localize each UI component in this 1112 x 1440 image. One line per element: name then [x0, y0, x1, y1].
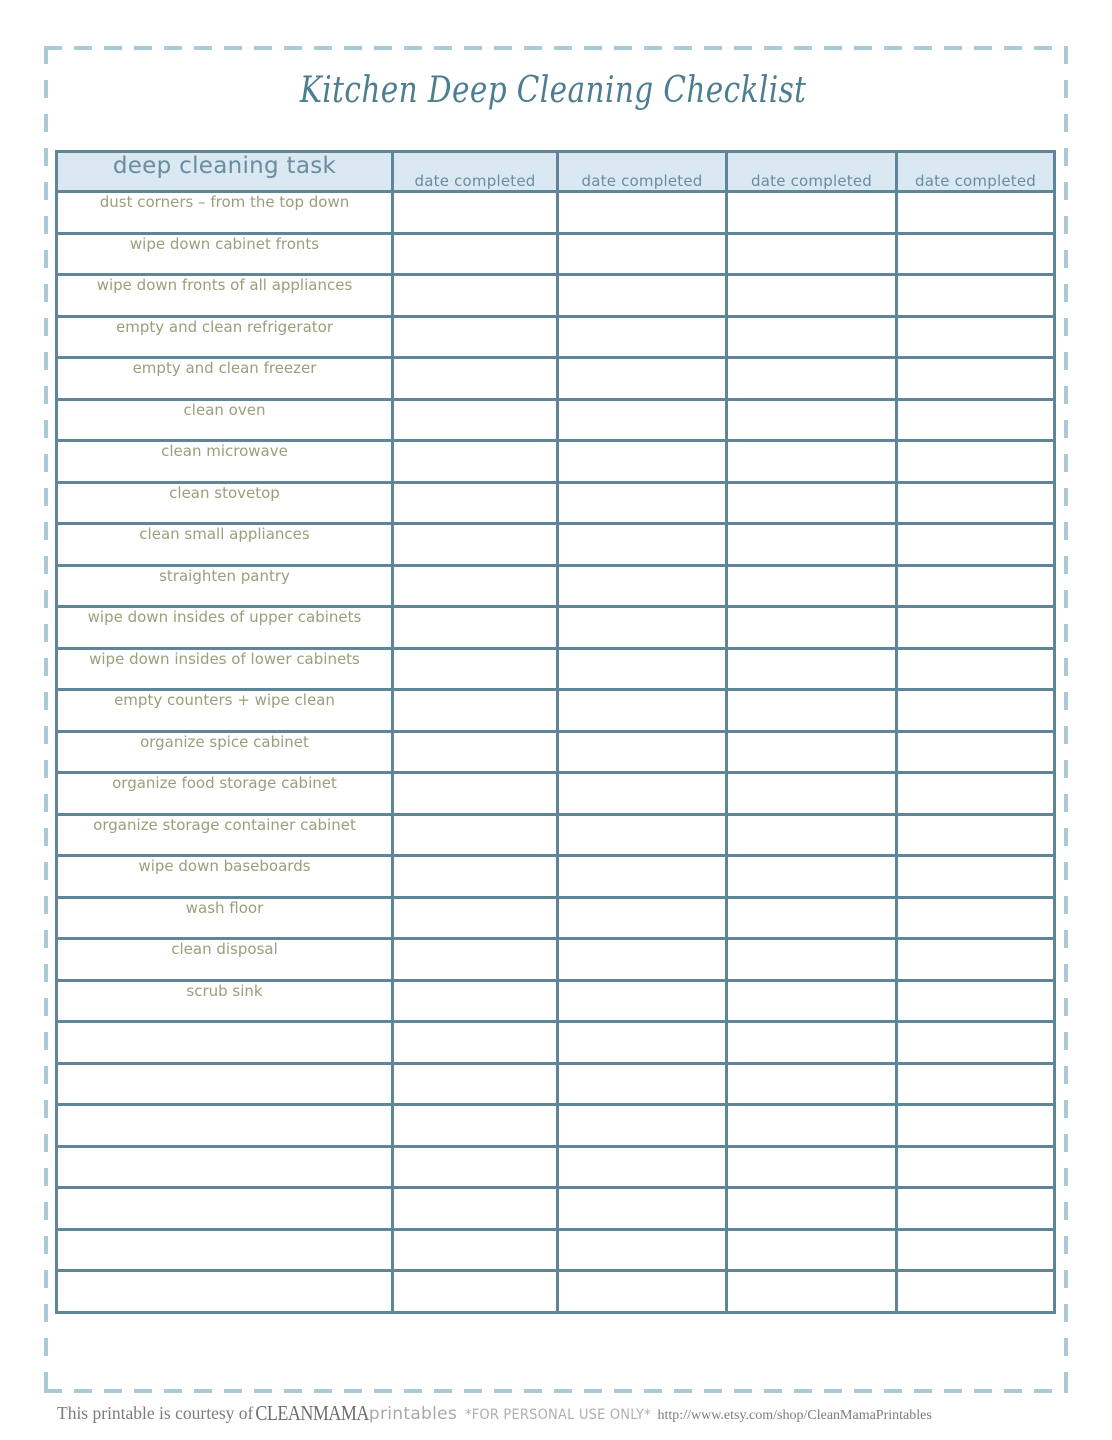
table-row — [57, 565, 1055, 607]
table-row — [57, 814, 1055, 856]
date-completed-cell[interactable] — [727, 399, 897, 441]
task-cell — [57, 1146, 393, 1188]
task-cell: clean microwave — [57, 441, 393, 483]
date-completed-cell[interactable] — [897, 1022, 1055, 1064]
date-completed-cell[interactable] — [897, 939, 1055, 981]
dashed-border-top — [44, 46, 1068, 50]
date-column-header: date completed — [558, 152, 727, 192]
shop-url-link[interactable]: http://www.etsy.com/shop/CleanMamaPrintables — [657, 1408, 932, 1423]
date-completed-cell[interactable] — [558, 607, 727, 649]
task-cell — [57, 1229, 393, 1271]
date-completed-cell[interactable] — [558, 358, 727, 400]
date-completed-cell[interactable] — [393, 275, 558, 317]
date-completed-cell[interactable] — [727, 607, 897, 649]
table-row — [57, 939, 1055, 981]
date-completed-cell[interactable] — [393, 441, 558, 483]
date-completed-cell[interactable] — [393, 524, 558, 566]
date-completed-cell[interactable] — [393, 1063, 558, 1105]
printables-logo: printables — [368, 1404, 458, 1424]
date-completed-cell[interactable] — [897, 233, 1055, 275]
task-cell: empty and clean refrigerator — [57, 316, 393, 358]
date-completed-cell[interactable] — [558, 316, 727, 358]
date-completed-cell[interactable] — [897, 607, 1055, 649]
task-cell: wipe down fronts of all appliances — [57, 275, 393, 317]
date-completed-cell[interactable] — [727, 731, 897, 773]
table-row — [57, 316, 1055, 358]
dashed-border-right — [1064, 46, 1068, 1393]
task-cell: empty and clean freezer — [57, 358, 393, 400]
table-row — [57, 275, 1055, 317]
date-completed-cell[interactable] — [558, 939, 727, 981]
date-completed-cell[interactable] — [727, 939, 897, 981]
date-completed-cell[interactable] — [727, 316, 897, 358]
task-cell: organize storage container cabinet — [57, 814, 393, 856]
date-completed-cell[interactable] — [727, 1105, 897, 1147]
date-completed-cell[interactable] — [727, 856, 897, 898]
date-completed-cell[interactable] — [393, 773, 558, 815]
table-row — [57, 773, 1055, 815]
table-row — [57, 980, 1055, 1022]
date-completed-cell[interactable] — [897, 731, 1055, 773]
task-cell: wipe down insides of upper cabinets — [57, 607, 393, 649]
date-completed-cell[interactable] — [727, 192, 897, 234]
table-header-row — [57, 152, 1055, 192]
date-completed-cell[interactable] — [897, 192, 1055, 234]
table-row — [57, 1146, 1055, 1188]
task-cell: wipe down baseboards — [57, 856, 393, 898]
table-row — [57, 441, 1055, 483]
date-completed-cell[interactable] — [393, 1188, 558, 1230]
date-completed-cell[interactable] — [558, 275, 727, 317]
date-completed-cell[interactable] — [393, 1146, 558, 1188]
date-completed-cell[interactable] — [727, 441, 897, 483]
date-completed-cell[interactable] — [727, 773, 897, 815]
table-row — [57, 482, 1055, 524]
table-row — [57, 524, 1055, 566]
date-completed-cell[interactable] — [393, 607, 558, 649]
date-completed-cell[interactable] — [897, 482, 1055, 524]
date-completed-cell[interactable] — [393, 939, 558, 981]
task-cell: wipe down insides of lower cabinets — [57, 648, 393, 690]
table-row — [57, 399, 1055, 441]
date-completed-cell[interactable] — [393, 648, 558, 690]
date-completed-cell[interactable] — [393, 731, 558, 773]
date-completed-cell[interactable] — [558, 856, 727, 898]
table-row — [57, 1105, 1055, 1147]
date-completed-cell[interactable] — [558, 482, 727, 524]
date-completed-cell[interactable] — [727, 482, 897, 524]
task-cell: scrub sink — [57, 980, 393, 1022]
date-completed-cell[interactable] — [558, 1146, 727, 1188]
table-row — [57, 1188, 1055, 1230]
date-completed-cell[interactable] — [393, 897, 558, 939]
date-completed-cell[interactable] — [558, 731, 727, 773]
date-completed-cell[interactable] — [727, 524, 897, 566]
task-cell: clean disposal — [57, 939, 393, 981]
date-completed-cell[interactable] — [727, 358, 897, 400]
footer-courtesy-text: This printable is courtesy of — [57, 1403, 254, 1423]
date-completed-cell[interactable] — [393, 1105, 558, 1147]
date-completed-cell[interactable] — [727, 980, 897, 1022]
date-completed-cell[interactable] — [393, 399, 558, 441]
date-completed-cell[interactable] — [393, 192, 558, 234]
task-cell: wash floor — [57, 897, 393, 939]
date-completed-cell[interactable] — [897, 648, 1055, 690]
date-completed-cell[interactable] — [558, 1271, 727, 1313]
date-completed-cell[interactable] — [897, 1229, 1055, 1271]
date-completed-cell[interactable] — [558, 648, 727, 690]
date-completed-cell[interactable] — [558, 897, 727, 939]
task-cell: straighten pantry — [57, 565, 393, 607]
date-completed-cell[interactable] — [897, 856, 1055, 898]
date-completed-cell[interactable] — [558, 1022, 727, 1064]
date-completed-cell[interactable] — [393, 690, 558, 732]
personal-use-notice: *FOR PERSONAL USE ONLY* — [465, 1407, 651, 1423]
table-row — [57, 897, 1055, 939]
date-completed-cell[interactable] — [897, 524, 1055, 566]
page-title: Kitchen Deep Cleaning Checklist — [299, 70, 807, 111]
date-completed-cell[interactable] — [897, 1188, 1055, 1230]
date-completed-cell[interactable] — [897, 565, 1055, 607]
table-row — [57, 358, 1055, 400]
table-row — [57, 233, 1055, 275]
checklist-body — [57, 192, 1055, 1313]
date-completed-cell[interactable] — [897, 814, 1055, 856]
dashed-border-bottom — [44, 1389, 1068, 1393]
date-completed-cell[interactable] — [897, 358, 1055, 400]
date-column-header: date completed — [897, 152, 1055, 192]
task-cell: dust corners – from the top down — [57, 192, 393, 234]
task-cell: organize food storage cabinet — [57, 773, 393, 815]
date-completed-cell[interactable] — [727, 648, 897, 690]
date-column-header: date completed — [727, 152, 897, 192]
date-completed-cell[interactable] — [393, 316, 558, 358]
date-completed-cell[interactable] — [727, 233, 897, 275]
date-completed-cell[interactable] — [558, 980, 727, 1022]
date-completed-cell[interactable] — [393, 856, 558, 898]
date-completed-cell[interactable] — [558, 1063, 727, 1105]
dashed-border-left — [44, 46, 48, 1393]
task-cell: empty counters + wipe clean — [57, 690, 393, 732]
footer-credit — [57, 1403, 1107, 1424]
date-completed-cell[interactable] — [558, 233, 727, 275]
date-completed-cell[interactable] — [727, 1188, 897, 1230]
table-row — [57, 1271, 1055, 1313]
date-completed-cell[interactable] — [727, 1271, 897, 1313]
task-cell — [57, 1022, 393, 1064]
task-cell: organize spice cabinet — [57, 731, 393, 773]
date-completed-cell[interactable] — [897, 980, 1055, 1022]
date-completed-cell[interactable] — [393, 814, 558, 856]
table-row — [57, 192, 1055, 234]
date-completed-cell[interactable] — [727, 1146, 897, 1188]
table-row — [57, 648, 1055, 690]
date-completed-cell[interactable] — [897, 275, 1055, 317]
date-completed-cell[interactable] — [558, 1229, 727, 1271]
date-completed-cell[interactable] — [558, 399, 727, 441]
date-completed-cell[interactable] — [558, 192, 727, 234]
date-completed-cell[interactable] — [558, 690, 727, 732]
date-completed-cell[interactable] — [393, 482, 558, 524]
date-completed-cell[interactable] — [727, 565, 897, 607]
task-cell: clean oven — [57, 399, 393, 441]
date-completed-cell[interactable] — [558, 1105, 727, 1147]
cleanmama-logo: CLEANMAMA — [255, 1401, 369, 1425]
date-completed-cell[interactable] — [897, 1271, 1055, 1313]
date-completed-cell[interactable] — [393, 1229, 558, 1271]
date-completed-cell[interactable] — [558, 773, 727, 815]
date-completed-cell[interactable] — [727, 275, 897, 317]
task-column-header: deep cleaning task — [57, 152, 393, 192]
date-completed-cell[interactable] — [897, 399, 1055, 441]
date-column-header: date completed — [393, 152, 558, 192]
task-cell: wipe down cabinet fronts — [57, 233, 393, 275]
date-completed-cell[interactable] — [897, 441, 1055, 483]
table-row — [57, 1022, 1055, 1064]
date-completed-cell[interactable] — [393, 980, 558, 1022]
date-completed-cell[interactable] — [897, 1063, 1055, 1105]
date-completed-cell[interactable] — [727, 897, 897, 939]
date-completed-cell[interactable] — [558, 565, 727, 607]
date-completed-cell[interactable] — [393, 565, 558, 607]
table-row — [57, 731, 1055, 773]
date-completed-cell[interactable] — [897, 316, 1055, 358]
date-completed-cell[interactable] — [558, 1188, 727, 1230]
date-completed-cell[interactable] — [897, 690, 1055, 732]
date-completed-cell[interactable] — [727, 1022, 897, 1064]
date-completed-cell[interactable] — [727, 814, 897, 856]
date-completed-cell[interactable] — [727, 1229, 897, 1271]
date-completed-cell[interactable] — [897, 897, 1055, 939]
date-completed-cell[interactable] — [558, 441, 727, 483]
date-completed-cell[interactable] — [897, 1146, 1055, 1188]
table-row — [57, 1063, 1055, 1105]
date-completed-cell[interactable] — [727, 1063, 897, 1105]
task-cell — [57, 1105, 393, 1147]
date-completed-cell[interactable] — [558, 814, 727, 856]
task-cell — [57, 1063, 393, 1105]
task-cell: clean stovetop — [57, 482, 393, 524]
table-row — [57, 690, 1055, 732]
date-completed-cell[interactable] — [897, 1105, 1055, 1147]
task-cell: clean small appliances — [57, 524, 393, 566]
date-completed-cell[interactable] — [558, 524, 727, 566]
table-row — [57, 856, 1055, 898]
date-completed-cell[interactable] — [393, 1271, 558, 1313]
date-completed-cell[interactable] — [393, 1022, 558, 1064]
table-row — [57, 607, 1055, 649]
date-completed-cell[interactable] — [727, 690, 897, 732]
table-row — [57, 1229, 1055, 1271]
checklist-table — [55, 150, 1056, 1314]
task-cell — [57, 1271, 393, 1313]
task-cell — [57, 1188, 393, 1230]
date-completed-cell[interactable] — [897, 773, 1055, 815]
date-completed-cell[interactable] — [393, 233, 558, 275]
date-completed-cell[interactable] — [393, 358, 558, 400]
